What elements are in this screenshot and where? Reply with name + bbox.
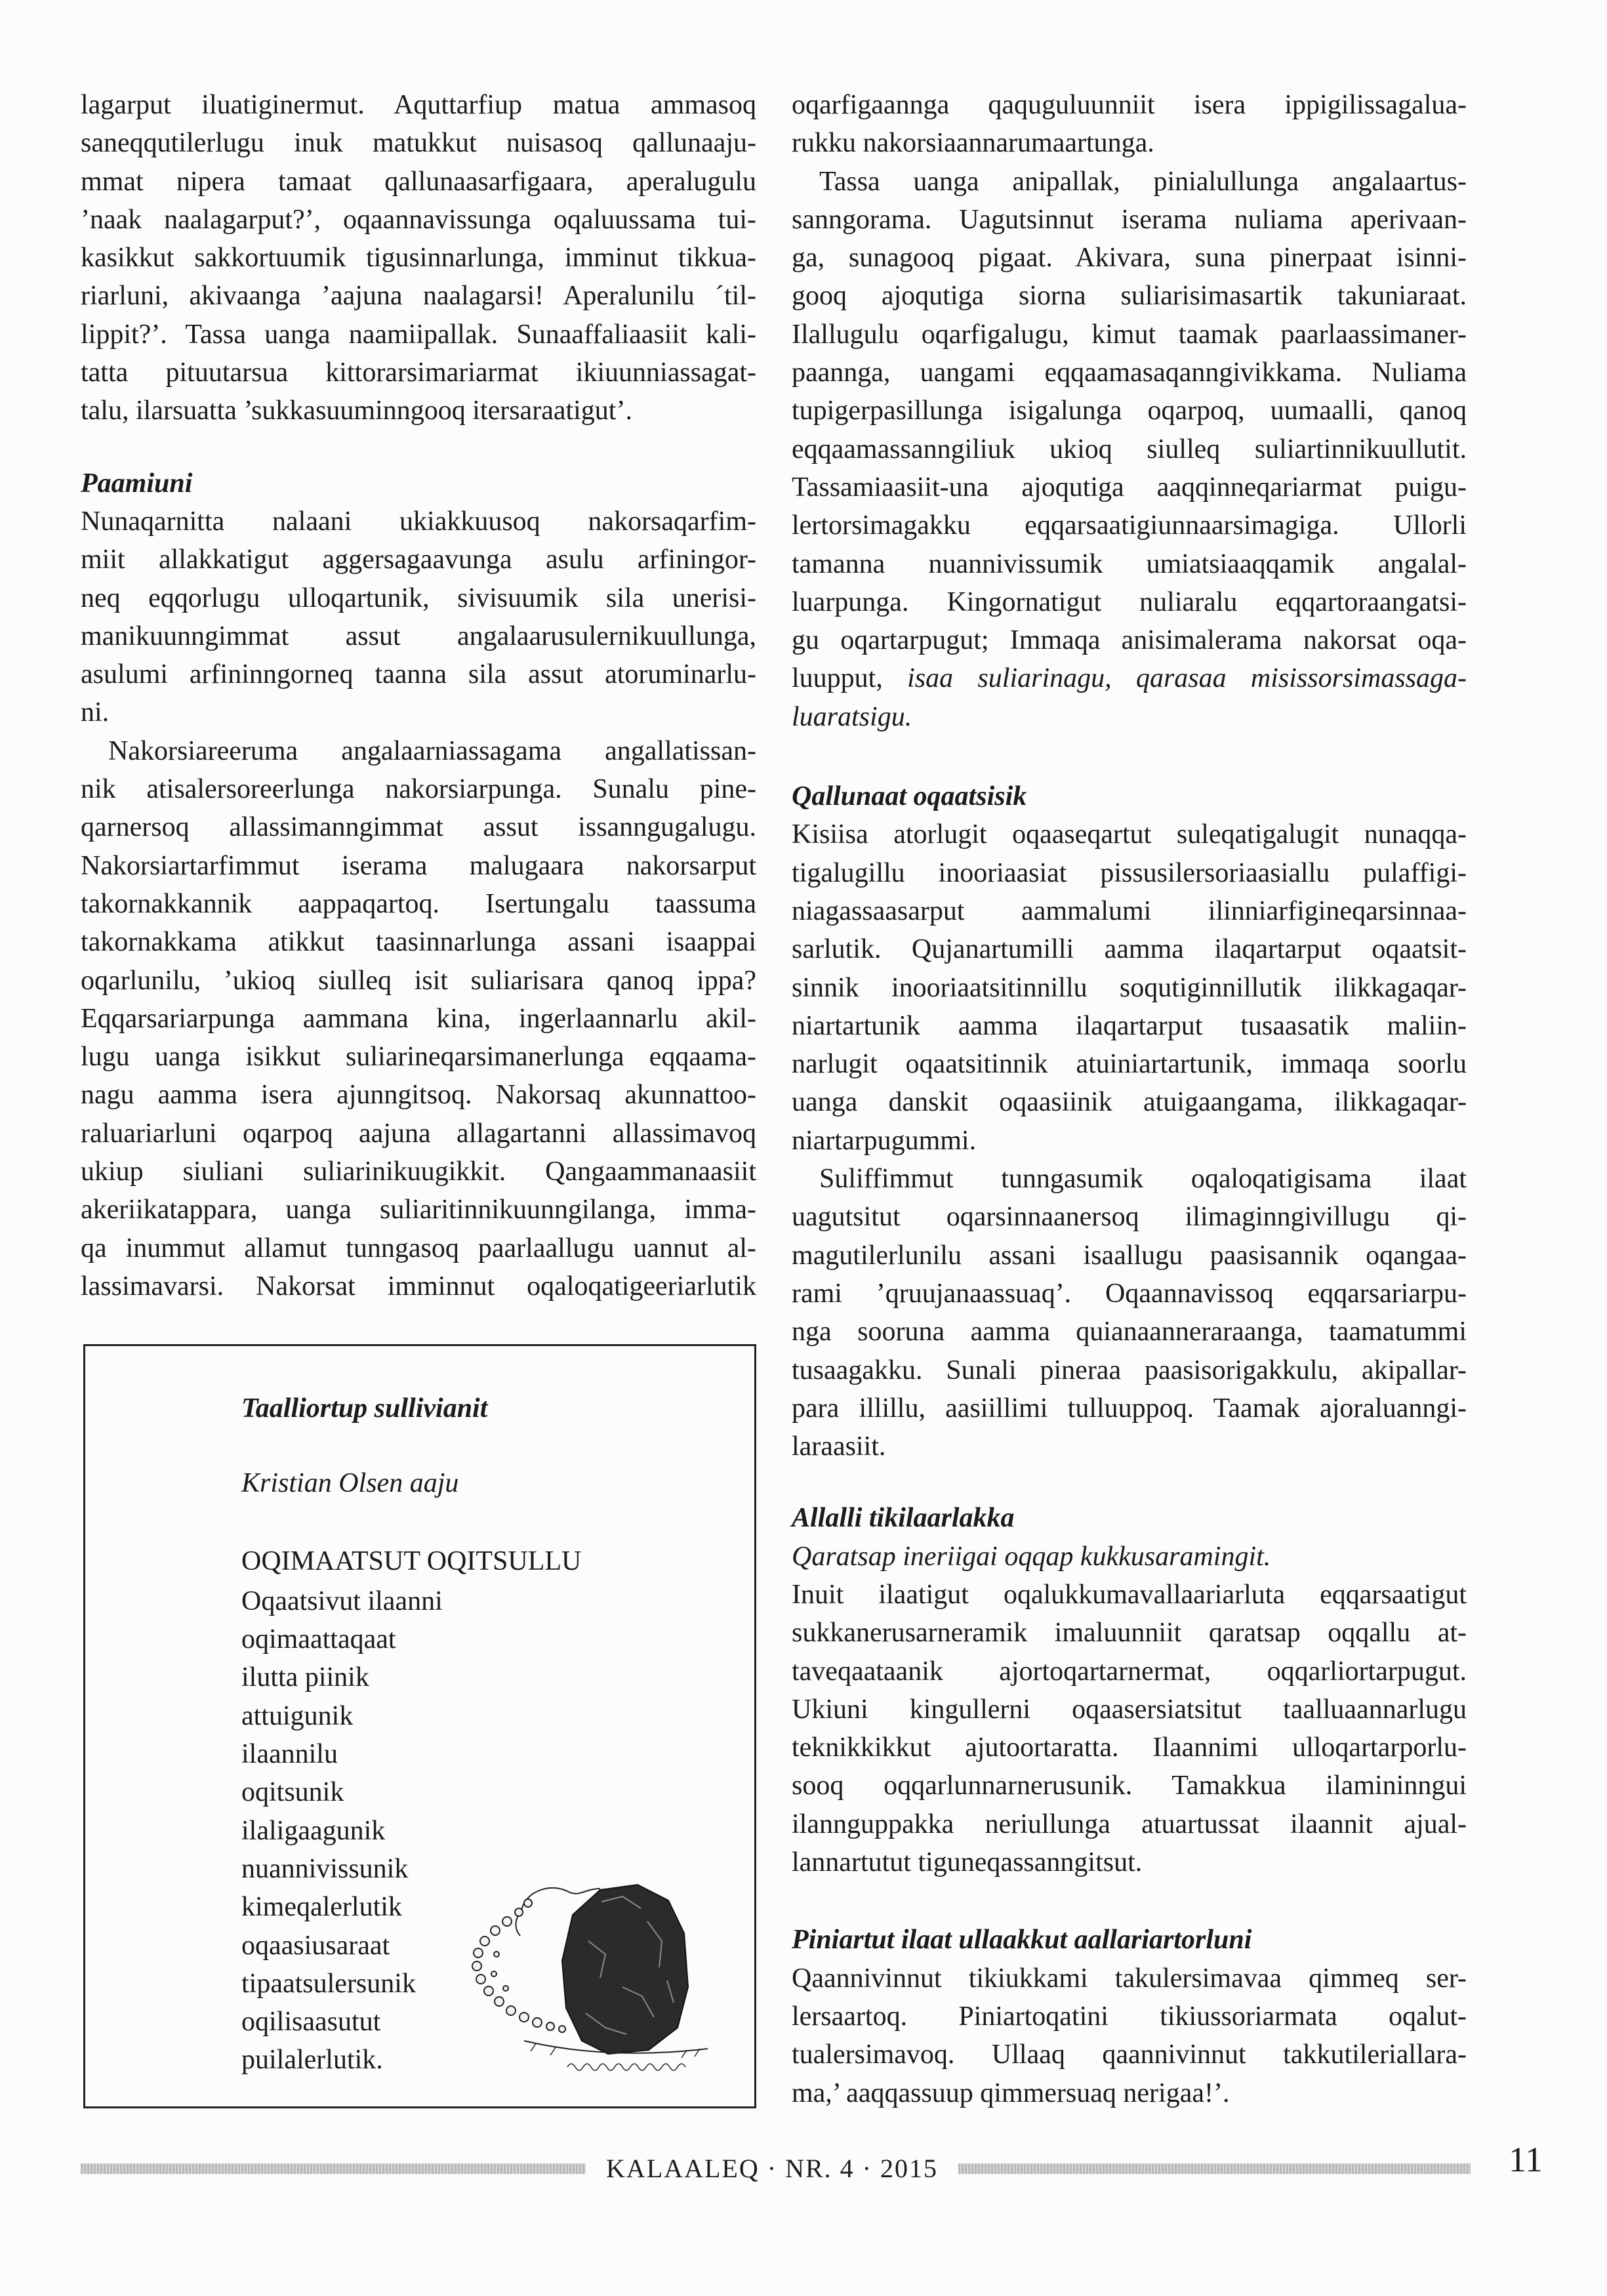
text-line: laraasiit. (792, 1431, 886, 1462)
bubble (533, 2018, 542, 2027)
bubble (515, 1908, 523, 1916)
text-line: lertorsimagakku eqqarsaatigiunnaarsimagiga. Ullorli (792, 510, 1467, 541)
text-line: eqqaamassanngiliuk ukioq siulleq suliartinnikuullutit. (792, 434, 1467, 464)
text-line: rami ’qruujanaassuaq’. Oqaannavissoq eqqarsariarpu- (792, 1278, 1467, 1309)
bubble (524, 1899, 532, 1907)
section-subheading: Qaratsap ineriigai oqqap kukkusaramingit. (792, 1541, 1271, 1572)
text-line: ilannguppakka neriullunga atuartussat ilaannit ajual- (792, 1809, 1467, 1839)
text-line: narlugit oqaatsitinnik atuiniartartunik, immaqa soorlu (792, 1049, 1467, 1080)
paragraph (792, 1959, 1467, 2112)
poem-section-title: Taalliortup sullivianit (241, 1393, 488, 1424)
text-line: sukkanerusarneramik imaluunniit qaratsap oqqallu at- (792, 1618, 1467, 1649)
text-line: lippit?’. Tassa uanga naamiipallak. Sunaaffaliaasiit kali- (81, 319, 756, 350)
text-line: nik atisalersoreerlunga nakorsiarpunga. Sunalu pine- (81, 774, 756, 805)
text-line: Ukiuni kingullerni oqaasersiatsitut taalluaannarlugu (792, 1694, 1467, 1725)
text-line: uanga danskit oqaasiinik atuigaangama, ilikkagaqar- (792, 1087, 1467, 1118)
text-line: saneqqutilerlugu inuk matukkut nuisasoq qallunaaju- (81, 128, 756, 159)
text-line: paannga, uangami eqqaamasaqanngivikkama. Nuliama (792, 358, 1467, 388)
text-line: akeriikatappara, uanga suliaritinnikuunngilanga, imma- (81, 1195, 756, 1225)
bubble (484, 1986, 493, 1996)
text-line: Nakorsiareeruma angalaarniassagama angallatissan- (108, 735, 756, 766)
poem-line: tipaatsulersunik (241, 1968, 416, 1999)
bubble (559, 2026, 565, 2032)
text-line: talu, ilarsuatta ’sukkasuuminngooq itersaraatigut’. (81, 396, 632, 426)
text-line: Nakorsiartarfimmut iserama malugaara nakorsarput (81, 850, 756, 881)
text-line: tupigerpasillunga isigalunga oqarpoq, uumaalli, qanoq (792, 396, 1467, 426)
footer-magazine-issue: KALAALEQ · NR. 4 · 2015 (606, 2154, 938, 2183)
bubble (519, 2013, 529, 2022)
bubble (503, 1986, 508, 1991)
paragraph (792, 86, 1467, 163)
text-line: qa inummut allamut tunngasoq paarlaallugu uannut al- (81, 1233, 756, 1263)
section-heading-allalli: Allalli tikilaarlakka (792, 1503, 1015, 1534)
italic-quote: isaa suliarinagu, qarasaa misissorsimassaga- (907, 663, 1467, 694)
section-heading-piniartut: Piniartut ilaat ullaakkut aallariartorluni (792, 1925, 1252, 1956)
bubble (476, 1975, 485, 1984)
text-line: para illillu, aasiillimi tulluuppoq. Taamak ajoraluanngi- (792, 1393, 1467, 1424)
paragraph (81, 732, 756, 1305)
text-line: tatta pituutarsua kittorarsimariarmat ikiuunniassagat- (81, 358, 756, 388)
paragraph (792, 1160, 1467, 1466)
poem-line: oqaasiusaraat (241, 1930, 390, 1961)
text-fragment: luupput, (792, 663, 883, 694)
text-line: lannartutut tiguneqassanngitsut. (792, 1847, 1143, 1878)
paragraph (792, 163, 1467, 736)
text-line: Ilallugulu oqarfigalugu, kimut taamak paarlaassimaner- (792, 319, 1467, 350)
text-line: gu oqartarpugut; Immaqa anisimalerama nakorsat oqa- (792, 625, 1467, 656)
text-line: Eqqarsariarpunga aammana kina, ingerlaannarlu akil- (81, 1003, 756, 1034)
text-line: lassimavarsi. Nakorsat imminnut oqaloqatigeeriarlutik (81, 1271, 756, 1302)
text-line: lagarput iluatiginermut. Aquttarfiup matua ammasoq (81, 90, 756, 120)
text-line: raluariarluni oqarpoq aajuna allagartanni allassimavoq (81, 1118, 756, 1149)
text-line: lersaartoq. Piniartoqatini tikiussoriarmata oqalut- (792, 2001, 1467, 2032)
text-line: teknikkikkut ajutoortaratta. Ilaannimi ulloqartarporlu- (792, 1732, 1467, 1763)
text-line (792, 659, 1467, 697)
bubble (502, 1917, 512, 1926)
text-line: luarpunga. Kingornatigut nuliaralu eqqartoraangatsi- (792, 586, 1467, 617)
stone-illustration (451, 1862, 713, 2079)
bubble (480, 1937, 489, 1946)
poem-line: puilalerlutik. (241, 2045, 383, 2076)
poem-line: oqilisaasutut (241, 2007, 381, 2038)
poem-line: oqimaattaqaat (241, 1624, 396, 1655)
text-line: gooq ajoqutiga siorna suliarisimasartik takuniaraat. (792, 281, 1467, 312)
text-line: sarlutik. Qujanartumilli aamma ilaqartarput oqaatsit- (792, 934, 1467, 965)
italic-quote: luaratsigu. (792, 701, 912, 732)
text-line: neq eqqorlugu ulloqartunik, sivisuumik sila unerisi- (81, 583, 756, 613)
bubble (491, 1926, 500, 1935)
text-line: sanngorama. Uagutsinnut iserama nuliama aperivaan- (792, 204, 1467, 235)
text-line: takornakkama atikkut taasinnarlunga assani isaappai (81, 927, 756, 958)
poem-line: nuannivissunik (241, 1853, 409, 1884)
bubble (506, 2006, 516, 2015)
poem-author: Kristian Olsen aaju (241, 1468, 459, 1499)
text-line: lugu uanga isikkut suliarineqarsimanerlunga eqqaama- (81, 1042, 756, 1073)
bubble (546, 2022, 554, 2030)
text-line: niartartunik aamma ilaqartarput tusaasatik maliin- (792, 1010, 1467, 1041)
footer-bar-left (81, 2163, 586, 2174)
text-line: Tassa uanga anipallak, pinialullunga angalaartus- (819, 166, 1467, 197)
text-line: riarluni, akivaanga ’aajuna naalagarsi! Aperalunilu ´til- (81, 281, 756, 312)
text-line: miit allakkatigut aggersagaavunga asulu arfiningor- (81, 544, 756, 575)
text-line: taveqaataanik ajortoqartarnermat, oqqarliortarpugut. (792, 1656, 1467, 1687)
poem-line: ilutta piinik (241, 1662, 369, 1693)
text-line: ga, sunagooq pigaat. Akivara, suna pinerpaat isinni- (792, 243, 1467, 274)
text-line: qarnersoq allassimanngimmat assut issanngugalugu. (81, 812, 756, 843)
poem-line: kimeqalerlutik (241, 1892, 402, 1923)
bubble (495, 1997, 504, 2006)
footer-bar-right (958, 2163, 1471, 2174)
text-line: tigalugillu inooriaasiat pissusilersoriaasiallu pulaffigi- (792, 857, 1467, 888)
stone-shape (562, 1885, 688, 2054)
text-line: uagutsitut oqarsinnaanersoq ilimaginngivillugu qi- (792, 1202, 1467, 1233)
poem-line: ilaannilu (241, 1739, 338, 1770)
text-line: magutilerlunilu assani isaallugu paasisannik oqangaa- (792, 1240, 1467, 1271)
text-line: Suliffimmut tunngasumik oqaloqatigisama ilaat (819, 1164, 1467, 1195)
right-column (792, 86, 1467, 2112)
text-line: tusaagakku. Sunali pineraa paasisorigakkulu, akipallar- (792, 1355, 1467, 1385)
bubble (491, 1971, 497, 1977)
poem-line: attuigunik (241, 1700, 354, 1731)
text-line: nagu aamma isera ajunngitsoq. Nakorsaq akunnattoo- (81, 1080, 756, 1111)
paragraph (81, 86, 756, 430)
text-line: tualersimavoq. Ullaaq qaannivinnut takkutileriallara- (792, 2040, 1467, 2070)
text-line: ma,’ aaqqassuup qimmersuaq nerigaa!’. (792, 2078, 1230, 2108)
left-column (81, 86, 756, 1305)
poem-box (83, 1344, 756, 2108)
text-line: rukku nakorsiaannarumaartunga. (792, 128, 1154, 159)
poem-line: oqitsunik (241, 1777, 344, 1808)
text-line: kasikkut sakkortuumik tigusinnarlunga, imminut tikkua- (81, 243, 756, 274)
text-line: ukiup siuliani suliarinikuugikkit. Qangaammanaasiit (81, 1157, 756, 1187)
text-line: manikuunngimmat assut angalaarusulernikuullunga, (81, 621, 756, 651)
text-line: niartarpugummi. (792, 1125, 977, 1156)
section-heading-qallunaat: Qallunaat oqaatsisik (792, 781, 1027, 812)
text-line: ’naak naalagarput?’, oqaannavissunga oqaluussama tui- (81, 204, 756, 235)
paragraph (792, 1576, 1467, 1881)
section-heading-paamiuni: Paamiuni (81, 468, 193, 499)
text-line: tamanna nuannivissumik umiatsiaaqqamik angalal- (792, 548, 1467, 579)
text-line: ni. (81, 697, 110, 728)
text-line: asulumi arfininngorneq taanna sila assut atoruminarlu- (81, 659, 756, 690)
text-line: Inuit ilaatigut oqalukkumavallaariarluta eqqarsaatigut (792, 1579, 1467, 1610)
text-line: Kisiisa atorlugit oqaaseqartut suleqatigalugit nunaqqa- (792, 819, 1467, 850)
text-line: sooq oqqarlunnarnerusunik. Tamakkua ilamininngui (792, 1771, 1467, 1801)
text-line: niagassaasarput aammalumi ilinniarfigineqarsinnaa- (792, 895, 1467, 926)
paragraph (81, 502, 756, 732)
text-line: Nunaqarnitta nalaani ukiakkuusoq nakorsaqarfim- (81, 506, 756, 537)
text-line: Qaannivinnut tikiukkami takulersimavaa qimmeq ser- (792, 1963, 1467, 1994)
poem-title: OQIMAATSUT OQITSULLU (241, 1546, 582, 1576)
text-line: takornakkannik aappaqartoq. Isertungalu taassuma (81, 888, 756, 919)
text-line: sinnik inooriaatsitinnillu soqutiginnillutik ilikkagaqar- (792, 972, 1467, 1003)
poem-line: ilaligaagunik (241, 1815, 386, 1846)
text-line: oqarlunilu, ’ukioq siulleq isit suliarisara qanoq ippa? (81, 965, 756, 996)
bubble (472, 1961, 481, 1971)
bubble (494, 1952, 499, 1957)
page-number: 11 (1509, 2140, 1543, 2179)
text-line: mmat nipera tamaat qallunaasarfigaara, aperalugulu (81, 166, 756, 197)
bubble-chain (472, 1899, 565, 2032)
poem-line: Oqaatsivut ilaanni (241, 1586, 443, 1616)
text-line: nga sooruna aamma quianaanneraraanga, taamatummi (792, 1317, 1467, 1347)
text-line: Tassamiaasiit-una ajoqutiga aaqqinneqariarmat puigu- (792, 472, 1467, 502)
artist-signature (567, 2064, 685, 2070)
bubble (474, 1948, 483, 1958)
paragraph (792, 815, 1467, 1160)
text-line: oqarfigaannga qaquguluunniit isera ippigilissagalua- (792, 90, 1467, 120)
